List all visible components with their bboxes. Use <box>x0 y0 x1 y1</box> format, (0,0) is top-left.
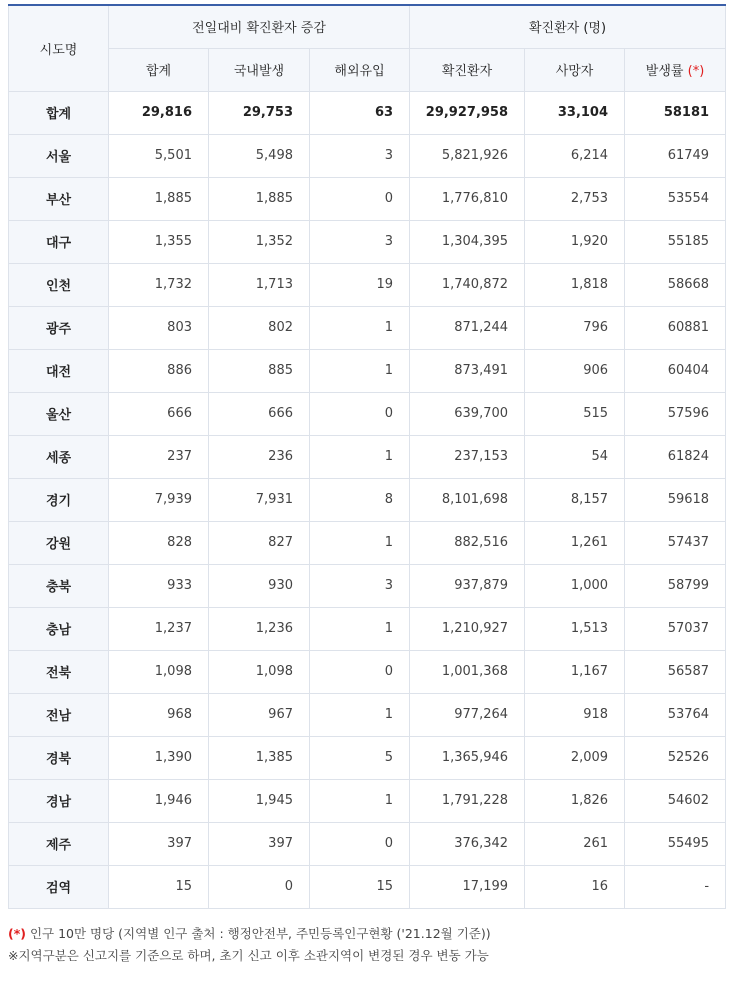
row-overseas: 0 <box>310 177 410 220</box>
row-domestic: 1,236 <box>209 607 310 650</box>
row-rate: 56587 <box>625 650 726 693</box>
row-region-name: 검역 <box>9 865 109 908</box>
row-domestic: 7,931 <box>209 478 310 521</box>
row-rate: 52526 <box>625 736 726 779</box>
row-deaths: 1,000 <box>525 564 625 607</box>
row-deaths: 8,157 <box>525 478 625 521</box>
table-row <box>9 349 726 392</box>
table-row <box>9 134 726 177</box>
row-region-name: 전북 <box>9 650 109 693</box>
row-overseas: 3 <box>310 564 410 607</box>
row-domestic: 885 <box>209 349 310 392</box>
header-group-change: 전일대비 확진환자 증감 <box>109 5 410 48</box>
row-domestic: 236 <box>209 435 310 478</box>
row-region-name: 경북 <box>9 736 109 779</box>
row-rate: 57037 <box>625 607 726 650</box>
row-confirmed: 1,365,946 <box>410 736 525 779</box>
row-sum: 237 <box>109 435 209 478</box>
row-confirmed: 237,153 <box>410 435 525 478</box>
row-confirmed: 639,700 <box>410 392 525 435</box>
total-rate: 58181 <box>625 91 726 134</box>
footnote-region: ※지역구분은 신고지를 기준으로 하며, 초기 신고 이후 소관지역이 변경된 경우 변동 가능 <box>8 947 489 963</box>
row-sum: 666 <box>109 392 209 435</box>
row-overseas: 3 <box>310 220 410 263</box>
total-domestic: 29,753 <box>209 91 310 134</box>
row-overseas: 1 <box>310 435 410 478</box>
row-domestic: 5,498 <box>209 134 310 177</box>
row-sum: 933 <box>109 564 209 607</box>
footnotes <box>8 923 725 967</box>
row-overseas: 1 <box>310 779 410 822</box>
row-domestic: 397 <box>209 822 310 865</box>
row-region-name: 광주 <box>9 306 109 349</box>
row-deaths: 1,818 <box>525 263 625 306</box>
row-sum: 7,939 <box>109 478 209 521</box>
row-region-name: 세종 <box>9 435 109 478</box>
row-sum: 803 <box>109 306 209 349</box>
row-sum: 886 <box>109 349 209 392</box>
row-sum: 1,098 <box>109 650 209 693</box>
header-deaths: 사망자 <box>525 48 625 91</box>
row-domestic: 1,385 <box>209 736 310 779</box>
table-row <box>9 521 726 564</box>
row-deaths: 796 <box>525 306 625 349</box>
header-row-columns <box>9 48 726 91</box>
row-region-name: 강원 <box>9 521 109 564</box>
row-deaths: 515 <box>525 392 625 435</box>
row-domestic: 827 <box>209 521 310 564</box>
row-overseas: 3 <box>310 134 410 177</box>
row-rate: 60881 <box>625 306 726 349</box>
total-sum: 29,816 <box>109 91 209 134</box>
row-overseas: 0 <box>310 822 410 865</box>
row-sum: 1,237 <box>109 607 209 650</box>
table-row <box>9 607 726 650</box>
row-sum: 397 <box>109 822 209 865</box>
row-overseas: 0 <box>310 650 410 693</box>
row-domestic: 1,352 <box>209 220 310 263</box>
row-region-name: 충북 <box>9 564 109 607</box>
row-rate: - <box>625 865 726 908</box>
row-deaths: 261 <box>525 822 625 865</box>
footnote-rate <box>8 923 725 945</box>
total-name: 합계 <box>9 91 109 134</box>
row-overseas: 19 <box>310 263 410 306</box>
header-row-groups <box>9 5 726 48</box>
total-deaths: 33,104 <box>525 91 625 134</box>
row-sum: 15 <box>109 865 209 908</box>
row-deaths: 1,920 <box>525 220 625 263</box>
row-domestic: 1,885 <box>209 177 310 220</box>
header-rate-mark: (*) <box>687 64 705 79</box>
row-region-name: 경남 <box>9 779 109 822</box>
row-rate: 57596 <box>625 392 726 435</box>
total-confirmed: 29,927,958 <box>410 91 525 134</box>
row-sum: 1,355 <box>109 220 209 263</box>
row-overseas: 15 <box>310 865 410 908</box>
table-row <box>9 650 726 693</box>
row-overseas: 8 <box>310 478 410 521</box>
table-row <box>9 177 726 220</box>
row-deaths: 1,826 <box>525 779 625 822</box>
row-deaths: 2,009 <box>525 736 625 779</box>
row-region-name: 인천 <box>9 263 109 306</box>
row-rate: 58799 <box>625 564 726 607</box>
row-overseas: 0 <box>310 392 410 435</box>
row-confirmed: 1,001,368 <box>410 650 525 693</box>
header-group-confirmed: 확진환자 (명) <box>410 5 726 48</box>
header-total: 합계 <box>109 48 209 91</box>
total-row <box>9 91 726 134</box>
table-row <box>9 779 726 822</box>
row-sum: 1,885 <box>109 177 209 220</box>
header-domestic: 국내발생 <box>209 48 310 91</box>
row-confirmed: 1,791,228 <box>410 779 525 822</box>
row-sum: 968 <box>109 693 209 736</box>
row-domestic: 666 <box>209 392 310 435</box>
row-deaths: 1,513 <box>525 607 625 650</box>
row-confirmed: 5,821,926 <box>410 134 525 177</box>
row-region-name: 충남 <box>9 607 109 650</box>
row-deaths: 2,753 <box>525 177 625 220</box>
row-overseas: 1 <box>310 306 410 349</box>
row-region-name: 제주 <box>9 822 109 865</box>
row-confirmed: 1,776,810 <box>410 177 525 220</box>
row-region-name: 울산 <box>9 392 109 435</box>
table-row <box>9 306 726 349</box>
row-region-name: 경기 <box>9 478 109 521</box>
row-rate: 59618 <box>625 478 726 521</box>
row-deaths: 918 <box>525 693 625 736</box>
row-deaths: 16 <box>525 865 625 908</box>
covid-region-table <box>8 4 726 909</box>
row-domestic: 967 <box>209 693 310 736</box>
table-row <box>9 263 726 306</box>
header-overseas: 해외유입 <box>310 48 410 91</box>
row-confirmed: 376,342 <box>410 822 525 865</box>
row-confirmed: 17,199 <box>410 865 525 908</box>
row-sum: 1,946 <box>109 779 209 822</box>
row-confirmed: 1,740,872 <box>410 263 525 306</box>
row-domestic: 930 <box>209 564 310 607</box>
row-rate: 54602 <box>625 779 726 822</box>
row-overseas: 1 <box>310 607 410 650</box>
row-rate: 61749 <box>625 134 726 177</box>
row-region-name: 대구 <box>9 220 109 263</box>
row-domestic: 0 <box>209 865 310 908</box>
table-row <box>9 478 726 521</box>
row-rate: 60404 <box>625 349 726 392</box>
row-sum: 828 <box>109 521 209 564</box>
row-region-name: 서울 <box>9 134 109 177</box>
row-confirmed: 873,491 <box>410 349 525 392</box>
row-deaths: 906 <box>525 349 625 392</box>
row-overseas: 1 <box>310 349 410 392</box>
table-row <box>9 220 726 263</box>
row-region-name: 대전 <box>9 349 109 392</box>
row-confirmed: 1,210,927 <box>410 607 525 650</box>
row-confirmed: 937,879 <box>410 564 525 607</box>
row-confirmed: 8,101,698 <box>410 478 525 521</box>
row-confirmed: 871,244 <box>410 306 525 349</box>
row-overseas: 5 <box>310 736 410 779</box>
row-confirmed: 977,264 <box>410 693 525 736</box>
row-sum: 1,390 <box>109 736 209 779</box>
row-domestic: 1,098 <box>209 650 310 693</box>
header-rate-label: 발생률 <box>645 64 684 79</box>
row-rate: 58668 <box>625 263 726 306</box>
header-confirmed: 확진환자 <box>410 48 525 91</box>
row-rate: 53554 <box>625 177 726 220</box>
row-domestic: 1,945 <box>209 779 310 822</box>
row-deaths: 54 <box>525 435 625 478</box>
total-overseas: 63 <box>310 91 410 134</box>
row-rate: 55495 <box>625 822 726 865</box>
footnote-rate-text: 인구 10만 명당 (지역별 인구 출처 : 행정안전부, 주민등록인구현황 ('21.12월 기준)) <box>25 925 491 941</box>
table-row <box>9 822 726 865</box>
header-region: 시도명 <box>9 5 109 91</box>
header-rate <box>625 48 726 91</box>
row-region-name: 부산 <box>9 177 109 220</box>
footnote-star: (*) <box>8 925 26 941</box>
row-deaths: 1,167 <box>525 650 625 693</box>
row-overseas: 1 <box>310 693 410 736</box>
row-sum: 5,501 <box>109 134 209 177</box>
row-region-name: 전남 <box>9 693 109 736</box>
row-rate: 53764 <box>625 693 726 736</box>
row-rate: 55185 <box>625 220 726 263</box>
table-row <box>9 392 726 435</box>
row-confirmed: 882,516 <box>410 521 525 564</box>
row-domestic: 802 <box>209 306 310 349</box>
row-rate: 57437 <box>625 521 726 564</box>
row-overseas: 1 <box>310 521 410 564</box>
table-row <box>9 736 726 779</box>
row-domestic: 1,713 <box>209 263 310 306</box>
table-row <box>9 865 726 908</box>
row-confirmed: 1,304,395 <box>410 220 525 263</box>
row-deaths: 6,214 <box>525 134 625 177</box>
row-deaths: 1,261 <box>525 521 625 564</box>
row-rate: 61824 <box>625 435 726 478</box>
table-row <box>9 564 726 607</box>
table-row <box>9 693 726 736</box>
table-row <box>9 435 726 478</box>
row-sum: 1,732 <box>109 263 209 306</box>
